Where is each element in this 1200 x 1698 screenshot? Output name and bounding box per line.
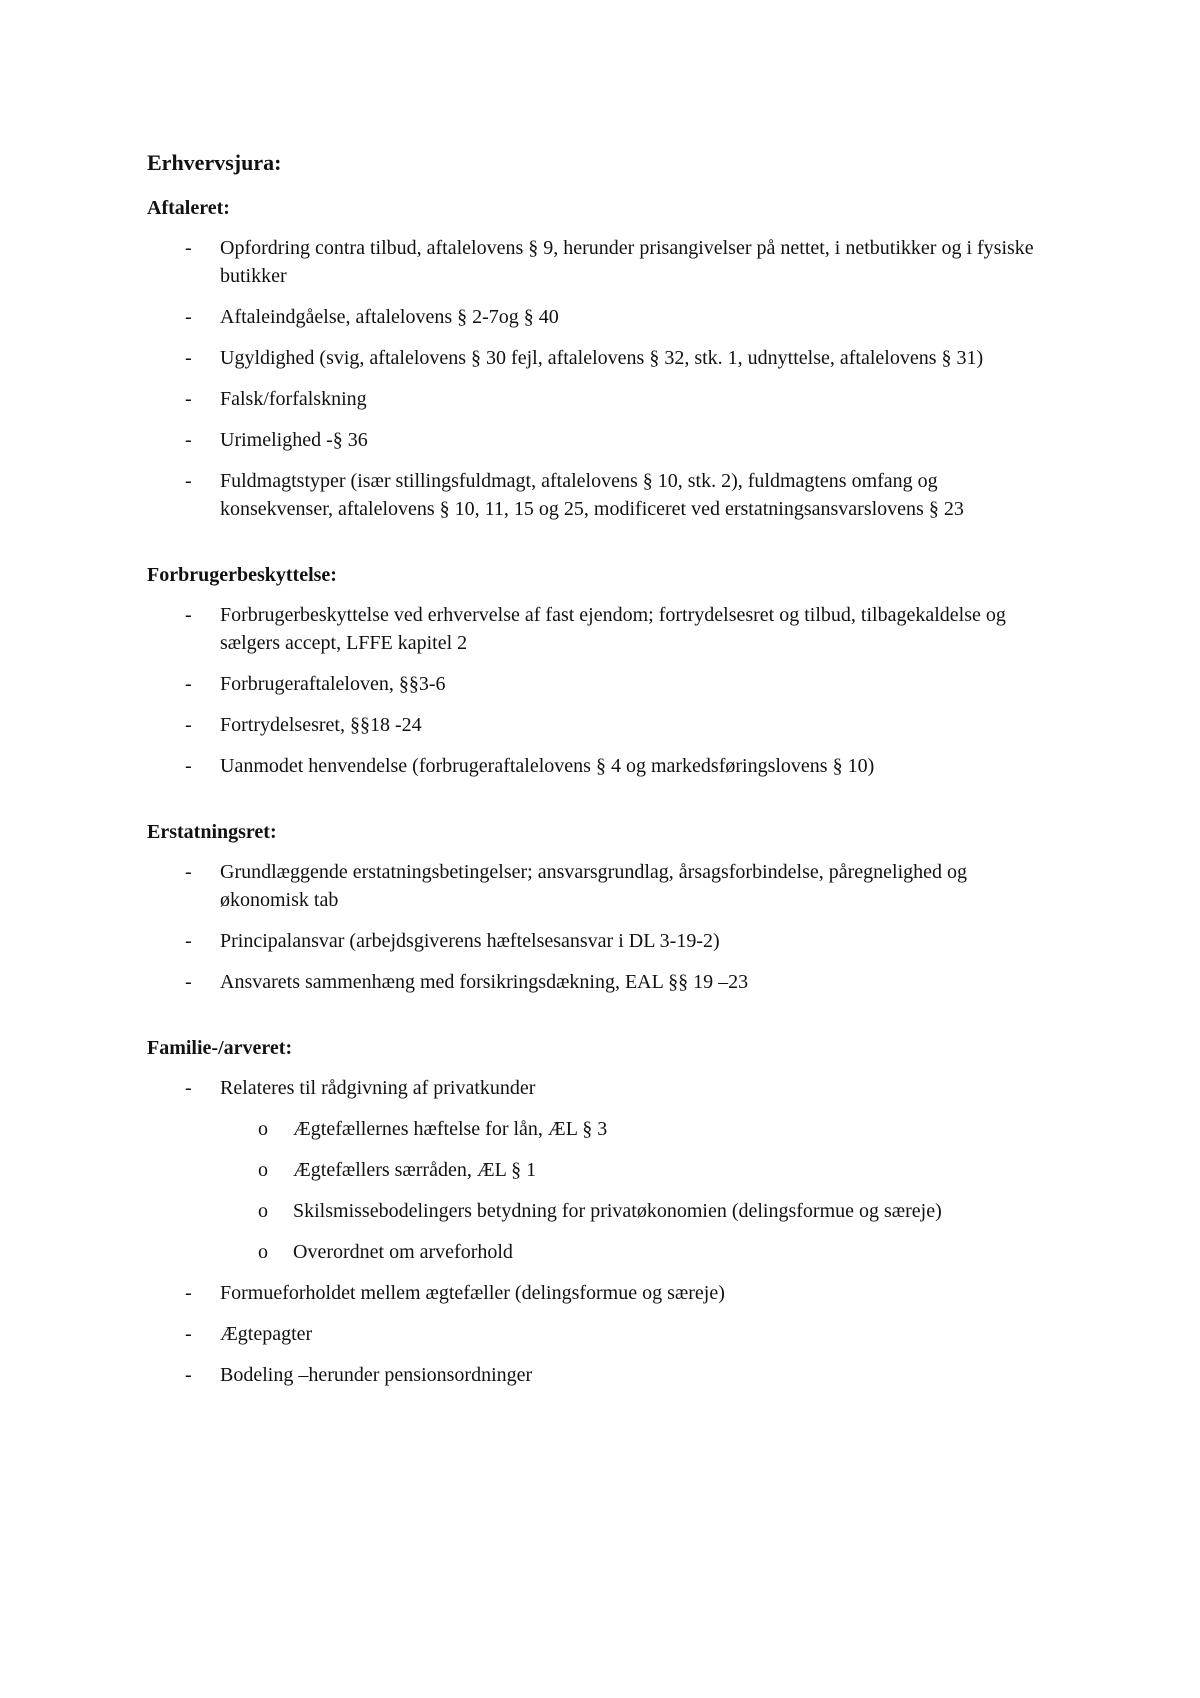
dash-bullet: - [185, 470, 192, 492]
sub-list-item-text: Overordnet om arveforhold [293, 1241, 513, 1263]
list-item [147, 467, 1047, 523]
section-familie-arveret [147, 1034, 1047, 1389]
sub-list-item [220, 1238, 1047, 1266]
forbrugerbeskyttelse-list [147, 601, 1047, 780]
erstatningsret-list [147, 858, 1047, 996]
list-item-text: Uanmodet henvendelse (forbrugeraftalelovens § 4 og markedsføringslovens § 10) [220, 755, 875, 777]
sub-list-item-text: Skilsmissebodelingers betydning for privatøkonomien (delingsformue og særeje) [293, 1200, 942, 1222]
list-item-text: Falsk/forfalskning [220, 388, 367, 410]
list-item-text: Fuldmagtstyper (især stillingsfuldmagt, aftalelovens § 10, stk. 2), fuldmagtens omfang og konsekvenser, aftalelovens § 10, 11, 15 og 25, modificeret ved erstatningsansvarslovens § 23 [220, 470, 964, 520]
dash-bullet: - [185, 347, 192, 369]
circle-bullet: o [258, 1159, 268, 1181]
document-page [147, 148, 1047, 1402]
list-item-text: Opfordring contra tilbud, aftalelovens § 9, herunder prisangivelser på nettet, i netbutikker og i fysiske butikker [220, 237, 1034, 287]
sub-list-item-text: Ægtefællers særråden, ÆL § 1 [293, 1159, 537, 1181]
sub-list-item-text: Ægtefællernes hæftelse for lån, ÆL § 3 [293, 1118, 608, 1140]
dash-bullet: - [185, 673, 192, 695]
list-item-text: Forbrugerbeskyttelse ved erhvervelse af fast ejendom; fortrydelsesret og tilbud, tilbagekaldelse og sælgers accept, LFFE kapitel 2 [220, 604, 1006, 654]
list-item [147, 968, 1047, 996]
section-forbrugerbeskyttelse [147, 561, 1047, 780]
section-erstatningsret [147, 818, 1047, 996]
section-heading-erstatningsret: Erstatningsret: [147, 821, 277, 843]
dash-bullet: - [185, 930, 192, 952]
list-item [147, 927, 1047, 955]
dash-bullet: - [185, 1364, 192, 1386]
list-item [147, 752, 1047, 780]
circle-bullet: o [258, 1118, 268, 1140]
dash-bullet: - [185, 388, 192, 410]
section-aftaleret [147, 194, 1047, 523]
list-item [147, 303, 1047, 331]
list-item [147, 1074, 1047, 1266]
list-item-text: Ugyldighed (svig, aftalelovens § 30 fejl, aftalelovens § 32, stk. 1, udnyttelse, aftalelovens § 31) [220, 347, 984, 369]
list-item-text: Ansvarets sammenhæng med forsikringsdækning, EAL §§ 19 –23 [220, 971, 749, 993]
dash-bullet: - [185, 861, 192, 883]
familie-arveret-list [147, 1074, 1047, 1389]
list-item-text: Ægtepagter [220, 1323, 313, 1345]
aftaleret-list [147, 234, 1047, 523]
sub-list-item [220, 1156, 1047, 1184]
section-heading-familie-arveret: Familie-/arveret: [147, 1037, 293, 1059]
dash-bullet: - [185, 604, 192, 626]
list-item-text: Formueforholdet mellem ægtefæller (delingsformue og særeje) [220, 1282, 725, 1304]
list-item-text: Grundlæggende erstatningsbetingelser; ansvarsgrundlag, årsagsforbindelse, påregnelighed og økonomisk tab [220, 861, 968, 911]
list-item-text: Fortrydelsesret, §§18 -24 [220, 714, 422, 736]
dash-bullet: - [185, 971, 192, 993]
list-item [147, 344, 1047, 372]
list-item-text: Principalansvar (arbejdsgiverens hæftelsesansvar i DL 3-19-2) [220, 930, 720, 952]
list-item-text: Forbrugeraftaleloven, §§3-6 [220, 673, 446, 695]
list-item [147, 858, 1047, 914]
list-item [147, 1361, 1047, 1389]
list-item [147, 385, 1047, 413]
list-item [147, 601, 1047, 657]
circle-bullet: o [258, 1200, 268, 1222]
list-item [147, 711, 1047, 739]
list-item-text: Urimelighed -§ 36 [220, 429, 368, 451]
list-item [147, 1279, 1047, 1307]
sub-list-item [220, 1115, 1047, 1143]
list-item-text: Relateres til rådgivning af privatkunder [220, 1077, 536, 1099]
list-item-text: Aftaleindgåelse, aftalelovens § 2-7og § 40 [220, 306, 559, 328]
list-item [147, 234, 1047, 290]
dash-bullet: - [185, 306, 192, 328]
dash-bullet: - [185, 429, 192, 451]
section-heading-aftaleret: Aftaleret: [147, 197, 230, 219]
dash-bullet: - [185, 1323, 192, 1345]
list-item [147, 670, 1047, 698]
dash-bullet: - [185, 1077, 192, 1099]
list-item-text: Bodeling –herunder pensionsordninger [220, 1364, 533, 1386]
dash-bullet: - [185, 237, 192, 259]
list-item [147, 426, 1047, 454]
dash-bullet: - [185, 755, 192, 777]
sub-list-item [220, 1197, 1047, 1225]
section-heading-forbrugerbeskyttelse: Forbrugerbeskyttelse: [147, 564, 337, 586]
document-title: Erhvervsjura: [147, 150, 282, 175]
list-item [147, 1320, 1047, 1348]
sub-list [220, 1115, 1047, 1266]
dash-bullet: - [185, 714, 192, 736]
circle-bullet: o [258, 1241, 268, 1263]
dash-bullet: - [185, 1282, 192, 1304]
